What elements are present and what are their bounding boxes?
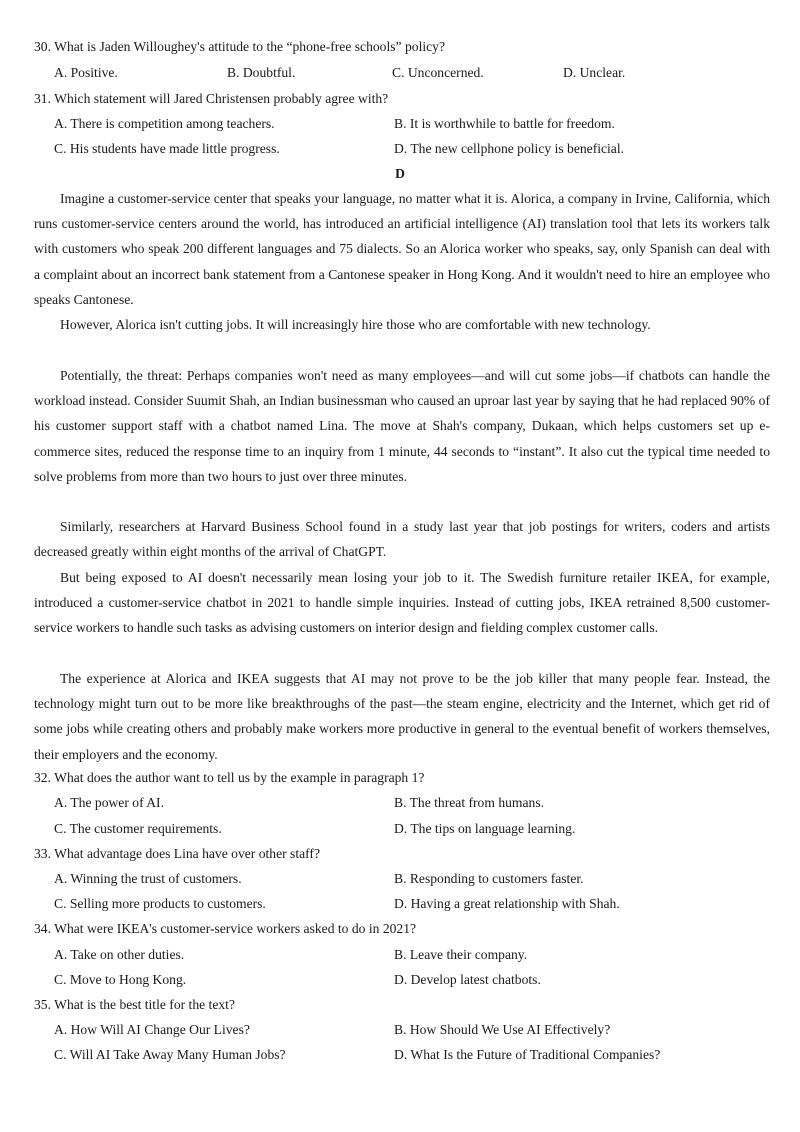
question-30-option-b[interactable]: B. Doubtful.: [227, 65, 296, 80]
passage-paragraph-3: Potentially, the threat: Perhaps companies won't need as many employees—and will cut some jobs—if chatbots can handle the workload instead. Consider Suumit Shah, an Indian businessman who caused an uproar last year by saying that he had replaced 90% of his customer support staff with a chatbot named Lina. The move at Shah's company, Dukaan, which helps customers set up e-commerce sites, reduced the response time to an inquiry from 1 minute, 44 seconds to “instant”. It also cut the typical time needed to solve problems from more than two hours to just over three minutes.: [34, 368, 770, 484]
question-31-option-b[interactable]: B. It is worthwhile to battle for freedom.: [394, 116, 615, 131]
question-34-option-c[interactable]: C. Move to Hong Kong.: [54, 972, 187, 987]
section-label: D: [395, 166, 405, 181]
question-31-option-a[interactable]: A. There is competition among teachers.: [54, 116, 275, 131]
question-34-option-d[interactable]: D. Develop latest chatbots.: [394, 972, 541, 987]
question-30-stem: 30. What is Jaden Willoughey's attitude to the “phone-free schools” policy?: [34, 39, 445, 54]
question-32-stem: 32. What does the author want to tell us by the example in paragraph 1?: [34, 770, 425, 785]
question-32-option-b[interactable]: B. The threat from humans.: [394, 795, 545, 810]
question-35-stem: 35. What is the best title for the text?: [34, 997, 235, 1012]
question-35-option-c[interactable]: C. Will AI Take Away Many Human Jobs?: [54, 1047, 286, 1062]
question-35-option-b[interactable]: B. How Should We Use AI Effectively?: [394, 1022, 611, 1037]
question-33-stem: 33. What advantage does Lina have over other staff?: [34, 846, 320, 861]
question-35-option-a[interactable]: A. How Will AI Change Our Lives?: [54, 1022, 250, 1037]
passage-paragraph-1: Imagine a customer-service center that speaks your language, no matter what it is. Alorica, a company in Irvine, California, which runs customer-service centers around the world, has introduced an artificial intelligence (AI) translation tool that lets its workers talk with customers who speak 200 different languages and 75 dialects. So an Alorica worker who speaks, say, only Spanish can deal with a complaint about an incorrect bank statement from a Cantonese speaker in Hong Kong. And it wouldn't need to hire an employee who speaks Cantonese.: [34, 191, 770, 307]
passage-paragraph-2: However, Alorica isn't cutting jobs. It will increasingly hire those who are comfortable with new technology.: [60, 317, 651, 332]
question-34-option-b[interactable]: B. Leave their company.: [394, 947, 528, 962]
question-34-stem: 34. What were IKEA's customer-service workers asked to do in 2021?: [34, 921, 417, 936]
question-31-option-d[interactable]: D. The new cellphone policy is beneficial.: [394, 141, 625, 156]
question-30-option-d[interactable]: D. Unclear.: [563, 65, 626, 80]
question-35-option-d[interactable]: D. What Is the Future of Traditional Companies?: [394, 1047, 661, 1062]
question-33-option-d[interactable]: D. Having a great relationship with Shah.: [394, 896, 620, 911]
question-31-option-c[interactable]: C. His students have made little progress.: [54, 141, 280, 156]
question-30-option-c[interactable]: C. Unconcerned.: [392, 65, 484, 80]
passage-paragraph-5: But being exposed to AI doesn't necessarily mean losing your job to it. The Swedish furniture retailer IKEA, for example, introduced a customer-service chatbot in 2021 to handle simple inquiries. Instead of cutting jobs, IKEA retrained 8,500 customer-service workers to handle such tasks as advising customers on interior design and fielding complex customer calls.: [34, 570, 770, 636]
question-30-option-a[interactable]: A. Positive.: [54, 65, 118, 80]
question-32-option-c[interactable]: C. The customer requirements.: [54, 821, 222, 836]
passage-paragraph-6: The experience at Alorica and IKEA suggests that AI may not prove to be the job killer that many people fear. Instead, the technology might turn out to be more like breakthroughs of the past—the steam engine, electricity and the Internet, which get rid of some jobs while creating others and probably make workers more productive in general to the eventual benefit of workers themselves, their employers and the economy.: [34, 671, 770, 762]
question-34-option-a[interactable]: A. Take on other duties.: [54, 947, 185, 962]
question-33-option-c[interactable]: C. Selling more products to customers.: [54, 896, 266, 911]
passage-paragraph-4: Similarly, researchers at Harvard Business School found in a study last year that job postings for writers, coders and artists decreased greatly within eight months of the arrival of ChatGPT.: [34, 519, 770, 560]
question-31-stem: 31. Which statement will Jared Christensen probably agree with?: [34, 91, 389, 106]
question-33-option-a[interactable]: A. Winning the trust of customers.: [54, 871, 242, 886]
question-32-option-a[interactable]: A. The power of AI.: [54, 795, 164, 810]
question-32-option-d[interactable]: D. The tips on language learning.: [394, 821, 576, 836]
question-33-option-b[interactable]: B. Responding to customers faster.: [394, 871, 584, 886]
